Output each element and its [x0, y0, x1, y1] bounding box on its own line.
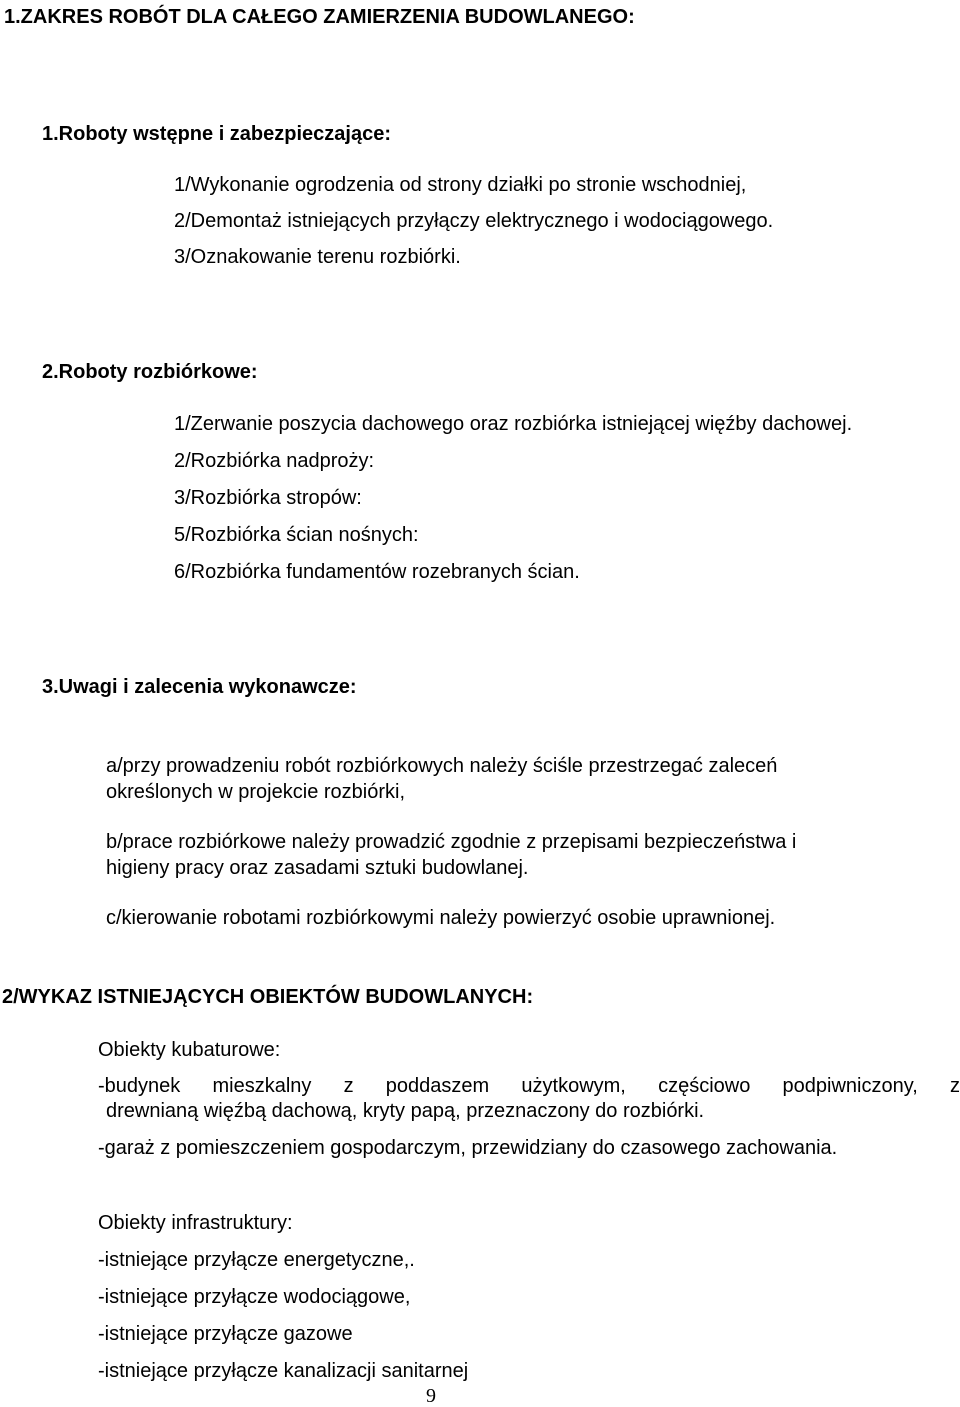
- list-item: 3/Oznakowanie terenu rozbiórki.: [174, 246, 461, 268]
- list-item: 1/Zerwanie poszycia dachowego oraz rozbiórka istniejącej więźby dachowej.: [174, 413, 853, 435]
- kubaturowe-item-1-line-2: drewnianą więźbą dachową, kryty papą, przeznaczony do rozbiórki.: [106, 1100, 705, 1122]
- kubaturowe-label: Obiekty kubaturowe:: [98, 1039, 281, 1061]
- heading-wykaz-obiektow: 2/WYKAZ ISTNIEJĄCYCH OBIEKTÓW BUDOWLANYCH:: [2, 986, 534, 1008]
- kubaturowe-item-2: -garaż z pomieszczeniem gospodarczym, przewidziany do czasowego zachowania.: [98, 1137, 838, 1159]
- section-2-title: 2.Roboty rozbiórkowe:: [42, 361, 258, 383]
- note-a-line-2: określonych w projekcie rozbiórki,: [106, 781, 406, 803]
- page-number: 9: [426, 1385, 436, 1407]
- list-item: -istniejące przyłącze wodociągowe,: [98, 1286, 411, 1308]
- list-item: 2/Demontaż istniejących przyłączy elektrycznego i wodociągowego.: [174, 210, 774, 232]
- section-3-title: 3.Uwagi i zalecenia wykonawcze:: [42, 676, 357, 698]
- list-item: 2/Rozbiórka nadproży:: [174, 450, 375, 472]
- infrastruktury-label: Obiekty infrastruktury:: [98, 1212, 293, 1234]
- list-item: 1/Wykonanie ogrodzenia od strony działki po stronie wschodniej,: [174, 174, 747, 196]
- section-1-title: 1.Roboty wstępne i zabezpieczające:: [42, 123, 391, 145]
- list-item: 3/Rozbiórka stropów:: [174, 487, 362, 509]
- kubaturowe-item-1-line-1: -budynek mieszkalny z poddaszem użytkowym, częściowo podpiwniczony, z: [98, 1075, 960, 1097]
- note-b-line-1: b/prace rozbiórkowe należy prowadzić zgodnie z przepisami bezpieczeństwa i: [106, 831, 797, 853]
- note-a-line-1: a/przy prowadzeniu robót rozbiórkowych należy ściśle przestrzegać zaleceń: [106, 755, 778, 777]
- note-b-line-2: higieny pracy oraz zasadami sztuki budowlanej.: [106, 857, 529, 879]
- heading-zakres-robot: 1.ZAKRES ROBÓT DLA CAŁEGO ZAMIERZENIA BUDOWLANEGO:: [4, 6, 635, 28]
- list-item: 6/Rozbiórka fundamentów rozebranych ścian.: [174, 561, 580, 583]
- list-item: -istniejące przyłącze gazowe: [98, 1323, 353, 1345]
- list-item: 5/Rozbiórka ścian nośnych:: [174, 524, 419, 546]
- list-item: -istniejące przyłącze energetyczne,.: [98, 1249, 415, 1271]
- list-item: -istniejące przyłącze kanalizacji sanitarnej: [98, 1360, 469, 1382]
- note-c: c/kierowanie robotami rozbiórkowymi należy powierzyć osobie uprawnionej.: [106, 907, 776, 929]
